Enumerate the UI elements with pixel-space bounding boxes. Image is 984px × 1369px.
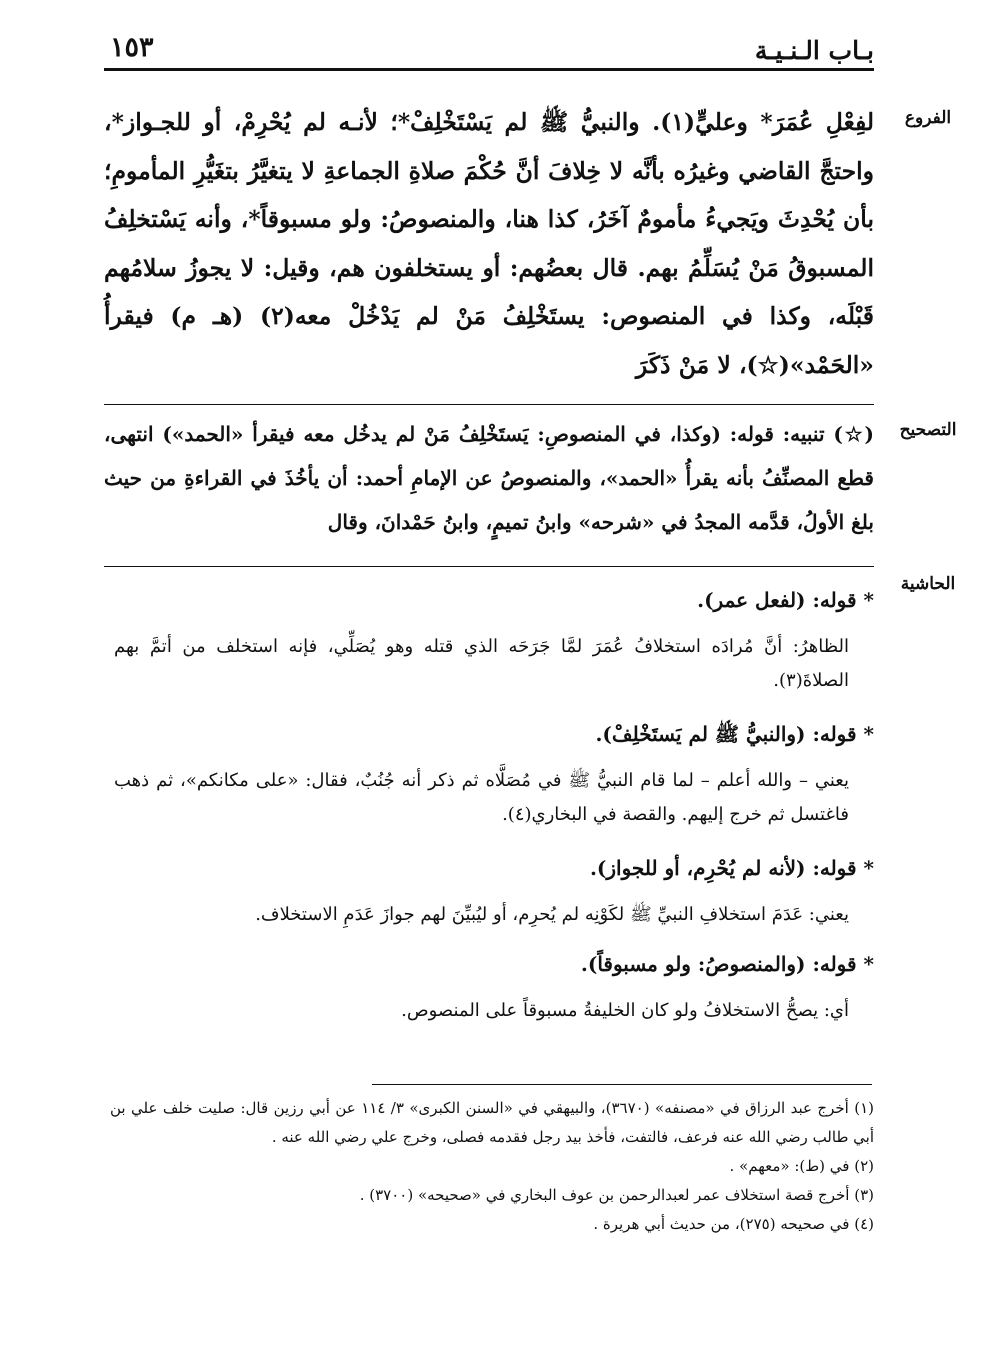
hashiya-item [114,854,874,932]
label-tashih: التصحيح [899,420,957,440]
hashiya-body: يعني – والله أعلم – لما قام النبيُّ ﷺ في مُصَلَّاه ثم ذكر أنه جُنُبٌ، فقال: «على مكانكم»، ثم ذهب فاغتسل ثم خرج إليهم. والقصة في البخاري(٤). [114,770,849,825]
header-rule [104,68,874,71]
footnote: (٣) أخرج قصة استخلاف عمر لعبدالرحمن بن عوف البخاري في «صحيحه» (٣٧٠٠) . [359,1186,874,1204]
hashiya-section [114,586,874,1046]
footnote: (١) أخرج عبد الرزاق في «مصنفه» (٣٦٧٠)، والبيهقي في «السنن الكبرى» ٣/ ١١٤ عن أبي رزين قال: صليت خلف علي بن أبي طالب رضي الله عنه فرعف، فالتفت، فأخذ بيد رجل فقدمه فصلى، وخرج علي رضي الله عنه . [110,1099,875,1146]
chapter-title: بـاب الـنـيـة [754,36,874,65]
hashiya-body: الظاهرُ: أنَّ مُرادَه استخلافُ عُمَرَ لمَّا جَرَحَه الذي قتله وهو يُصَلِّي، فإنه استخلف من أتمَّ بهم الصلاةَ(٣). [114,636,849,691]
hashiya-body: أي: يصحُّ الاستخلافُ ولو كان الخليفةُ مسبوقاً على المنصوص. [401,1000,849,1021]
footnote: (٢) في (ط): «معهم» . [729,1157,874,1175]
section-divider-tashih [104,566,874,567]
page-header [104,30,874,66]
tashih-text: (☆) تنبيه: قوله: (وكذا، في المنصوصِ: يَستَخْلِفُ مَنْ لم يدخُل معه فيقرأ «الحمد») انتهى، قطع المصنِّفُ بأنه يقرأُ «الحمد»، والمنصوصُ عن الإمامِ أحمد: أن يأخُذَ في القراءةِ من حيث بلغ الأولُ، قدَّمه المجدُ في «شرحه» وابنُ تميمٍ، وابنُ حَمْدانَ، وقال [104,422,874,534]
label-furu: الفروع [904,108,952,128]
furu-text: لفِعْلِ عُمَرَ* وعليٍّ(١). والنبيُّ ﷺ لم يَسْتَخْلِفْ*؛ لأنـه لم يُحْرِمْ، أو للجـواز*، واحتجَّ القاضي وغيرُه بأنَّه لا خِلافَ أنَّ حُكْمَ صلاةِ الجماعةِ لا يتغيَّرُ بتغَيُّرِ المأمومِ؛ بأن يُحْدِثَ ويَجيءُ مأمومٌ آخَرُ، كذا هنا، والمنصوصُ: ولو مسبوقاً*، وأنه يَسْتخلِفُ المسبوقُ مَنْ يُسَلِّمُ بهم. قال بعضُهم: أو يستخلفون هم، وقيل: لا يجوزُ سلامُهم قَبْلَه، وكذا في المنصوص: يستَخْلِفُ مَنْ لم يَدْخُلْ معه(٢) (هـ م) فيقرأُ «الحَمْد»(☆)، لا مَنْ ذَكَرَ [104,108,874,379]
footnote-rule [372,1084,872,1085]
hashiya-body: يعني: عَدَمَ استخلافِ النبيِّ ﷺ لكَوْنِه لم يُحرِم، أو ليُبيِّنَ لهم جوازَ عَدَمِ الاستخلاف. [255,904,849,925]
hashiya-item [114,586,874,698]
page-number: ١٥٣ [110,32,154,63]
section-divider-furu [104,404,874,405]
label-hashiya: الحاشية [900,574,956,594]
hashiya-heading: * قوله: (لأنه لم يُحْرِم، أو للجواز). [589,856,874,880]
hashiya-heading: * قوله: (لفعل عمر). [697,588,874,612]
hashiya-heading: * قوله: (والمنصوصُ: ولو مسبوقاً). [580,952,874,976]
footnotes [110,1094,874,1239]
footnote: (٤) في صحيحه (٢٧٥)، من حديث أبي هريرة . [593,1215,874,1233]
hashiya-heading: * قوله: (والنبيُّ ﷺ لم يَستَخْلِفْ). [595,722,874,746]
hashiya-item [114,720,874,832]
hashiya-item [114,950,874,1028]
